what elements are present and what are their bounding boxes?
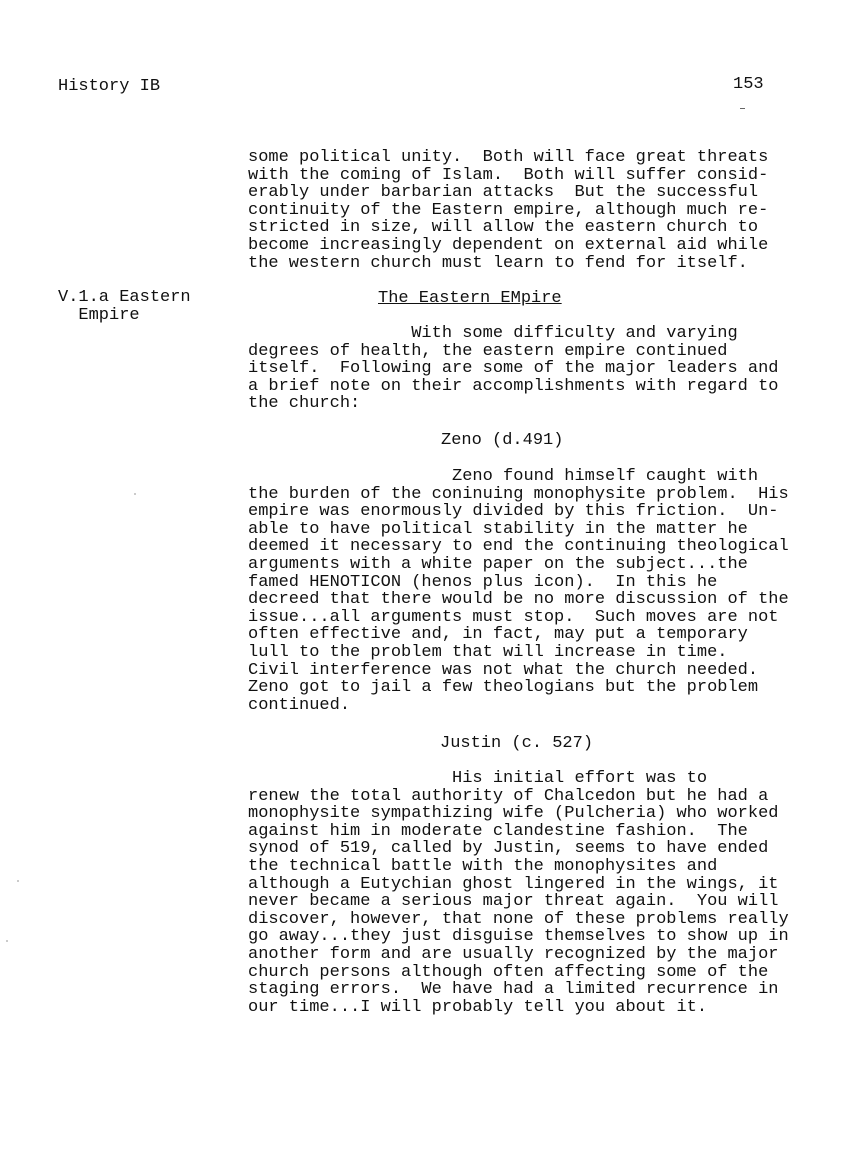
intro-paragraph: some political unity. Both will face great threats with the coming of Islam. Both will suffer consid- erably under barbarian attacks But the successful continuity of the Eastern empire, although much re- stricted in size, will allow the eastern church to become increasingly dependent on external aid while the western church must learn to fend for itself. <box>248 148 769 273</box>
justin-paragraph: His initial effort was to renew the total authority of Chalcedon but he had a monophysite sympathizing wife (Pulcheria) who worked against him in moderate clandestine fashion. The synod of 519, called by Justin, seems to have ended the technical battle with the monophysites and although a Eutychian ghost lingered in the wings, it never became a serious major threat again. You will discover, however, that none of these problems really go away...they just disguise themselves to show up in another form and are usually recognized by the major church persons although often affecting some of the staging errors. We have had a limited recurrence in our time...I will probably tell you about it. <box>248 769 789 1017</box>
section-heading: The Eastern EMpire <box>378 289 562 308</box>
zeno-heading: Zeno (d.491) <box>441 431 564 450</box>
scan-speck <box>6 940 8 942</box>
margin-note: V.1.a Eastern Empire <box>58 288 191 325</box>
justin-heading: Justin (c. 527) <box>440 734 594 753</box>
scan-mark <box>740 108 745 109</box>
zeno-paragraph: Zeno found himself caught with the burden of the coninuing monophysite problem. His empire was enormously divided by this friction. Un- able to have political stability in the matter he deemed it necessary to end the continuing theological arguments with a white paper on the subject...the famed HENOTICON (henos plus icon). In this he decreed that there would be no more discussion of the issue...all arguments must stop. Such moves are not often effective and, in fact, may put a temporary lull to the problem that will increase in time. Civil interference was not what the church needed. Zeno got to jail a few theologians but the problem continued. <box>248 467 789 715</box>
section-paragraph: With some difficulty and varying degrees of health, the eastern empire continued itself. Following are some of the major leaders and a brief note on their accomplishments with regard to the church: <box>248 324 779 414</box>
running-header: History IB <box>58 77 161 96</box>
scan-speck <box>17 880 19 882</box>
page-number: 153 <box>733 75 764 94</box>
scan-speck <box>134 493 136 495</box>
